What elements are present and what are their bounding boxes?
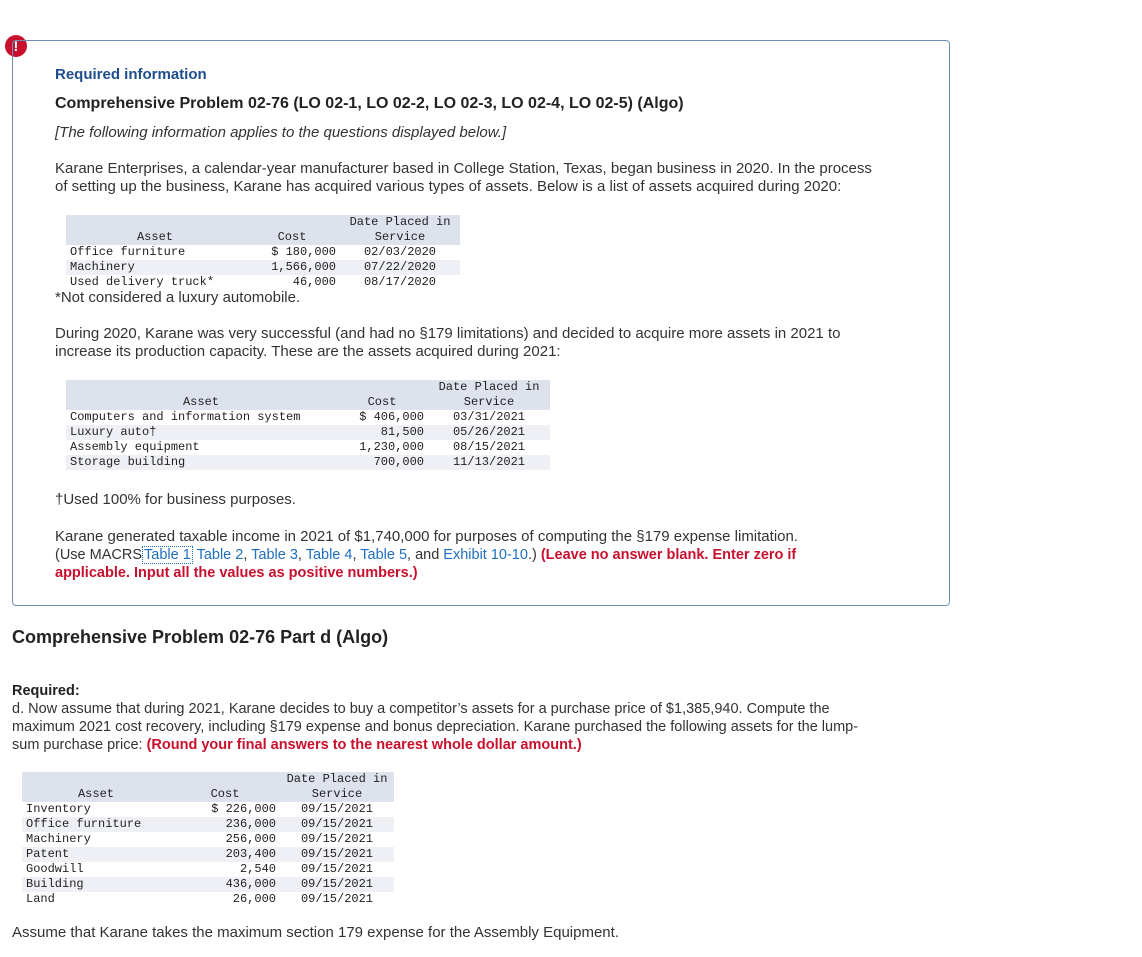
date-cell: 08/17/2020	[363, 275, 436, 289]
footnote-2020: *Not considered a luxury automobile.	[55, 289, 301, 306]
macrs-table-5-link[interactable]: Table 5	[360, 547, 408, 563]
date-cell: 11/13/2021	[428, 455, 550, 470]
date-header: Service	[280, 787, 394, 802]
macrs-instruction	[55, 546, 796, 582]
table-header-row	[66, 230, 460, 245]
cost-cell: $ 180,000	[271, 245, 336, 259]
date-cell: 09/15/2021	[280, 817, 394, 832]
table-row	[22, 892, 394, 907]
macrs-line: (Use MACRS Table 1 Table 2, Table 3, Table 4, Table 5, and Exhibit 10-10.) (Leave no answer blank. Enter zero if	[55, 547, 797, 563]
final-assumption-note: Assume that Karane takes the maximum section 179 expense for the Assembly Equipment.	[12, 924, 619, 941]
table-row	[66, 455, 550, 470]
date-header: Service	[340, 230, 460, 245]
required-label: Required:	[12, 683, 80, 699]
table-header-row	[22, 787, 394, 802]
table-row	[66, 410, 550, 425]
close-text: .)	[527, 547, 541, 563]
asset-cell: Office furniture	[70, 245, 186, 259]
macrs-table-1-link[interactable]: Table 1	[144, 547, 191, 563]
taxable-income-line: Karane generated taxable income in 2021 of $1,740,000 for purposes of computing the §179 expense limitation.	[55, 528, 799, 545]
table-row	[22, 877, 394, 892]
table-row	[66, 260, 460, 275]
date-cell: 09/15/2021	[300, 802, 373, 816]
required-information-heading: Required information	[55, 66, 207, 83]
asset-cell: Used delivery truck*	[70, 275, 215, 289]
date-header: Date Placed in	[428, 380, 550, 395]
cost-cell: 46,000	[292, 275, 336, 289]
asset-header: Asset	[66, 395, 336, 410]
table-header-row	[66, 395, 550, 410]
table-row	[66, 245, 460, 260]
cost-cell: 700,000	[336, 455, 428, 470]
asset-cell: Office furniture	[22, 817, 170, 832]
problem-title: Comprehensive Problem 02-76 (LO 02-1, LO 02-2, LO 02-3, LO 02-4, LO 02-5) (Algo)	[55, 95, 684, 112]
footnote-2021: †Used 100% for business purposes.	[55, 491, 296, 508]
asset-cell: Patent	[22, 847, 170, 862]
part-question	[12, 682, 858, 754]
asset-cell: Land	[26, 892, 55, 906]
asset-cell: Goodwill	[26, 862, 84, 876]
cost-header: Cost	[170, 787, 280, 802]
question-line-text: sum purchase price:	[12, 737, 147, 753]
part-title: Comprehensive Problem 02-76 Part d (Algo)	[12, 627, 389, 647]
question-line: d. Now assume that during 2021, Karane decides to buy a competitor’s assets for a purchase price of $1,385,940. Compute the	[12, 701, 830, 717]
assets-2020-table	[66, 215, 460, 290]
date-cell: 07/22/2020	[340, 260, 460, 275]
table-row	[66, 275, 460, 290]
instruction-bold: applicable. Input all the values as positive numbers.)	[55, 565, 418, 581]
date-header: Date Placed in	[280, 772, 394, 787]
cost-cell: 256,000	[225, 832, 276, 846]
table-row	[22, 862, 394, 877]
macrs-prefix: (Use MACRS	[55, 547, 143, 563]
paragraph-line: increase its production capacity. These are the assets acquired during 2021:	[55, 343, 561, 360]
cost-cell: 236,000	[170, 817, 280, 832]
question-line: maximum 2021 cost recovery, including §179 expense and bonus depreciation. Karane purchased the following assets for the lump-	[12, 719, 859, 735]
date-cell: 03/31/2021	[452, 410, 525, 424]
cost-cell: $ 226,000	[211, 802, 276, 816]
asset-cell: Machinery	[26, 832, 91, 846]
table-header-row	[66, 380, 550, 395]
alert-icon: !	[5, 35, 27, 57]
rounding-instruction: (Round your final answers to the nearest whole dollar amount.)	[146, 737, 582, 753]
cost-header: Cost	[336, 395, 428, 410]
date-cell: 09/15/2021	[300, 862, 373, 876]
date-cell: 09/15/2021	[280, 877, 394, 892]
paragraph-2021	[55, 325, 840, 361]
date-header: Date Placed in	[340, 215, 460, 230]
asset-cell: Assembly equipment	[70, 440, 200, 454]
table-row	[22, 802, 394, 817]
cost-cell: 81,500	[336, 425, 428, 440]
cost-cell: 203,400	[170, 847, 280, 862]
date-cell: 09/15/2021	[280, 847, 394, 862]
asset-header: Asset	[66, 230, 244, 245]
table-row	[22, 832, 394, 847]
date-cell: 02/03/2020	[363, 245, 436, 259]
cost-cell: 26,000	[232, 892, 276, 906]
cost-cell: $ 406,000	[359, 410, 424, 424]
instruction-bold: (Leave no answer blank. Enter zero if	[540, 547, 797, 563]
macrs-table-2-link[interactable]: Table 2	[196, 547, 244, 563]
cost-cell: 1,566,000	[244, 260, 340, 275]
cost-cell: 436,000	[170, 877, 280, 892]
asset-cell: Machinery	[66, 260, 244, 275]
paragraph-line: During 2020, Karane was very successful (and had no §179 limitations) and decided to acquire more assets in 2021 to	[55, 325, 841, 342]
table-row	[22, 847, 394, 862]
table-row	[66, 440, 550, 455]
asset-cell: Luxury auto†	[66, 425, 336, 440]
macrs-table-4-link[interactable]: Table 4	[305, 547, 353, 563]
exhibit-10-10-link[interactable]: Exhibit 10-10	[443, 547, 528, 563]
date-cell: 09/15/2021	[300, 832, 373, 846]
date-cell: 05/26/2021	[428, 425, 550, 440]
table-header-row	[66, 215, 460, 230]
question-line	[12, 736, 858, 754]
macrs-table-3-link[interactable]: Table 3	[251, 547, 298, 563]
asset-cell: Storage building	[66, 455, 336, 470]
date-cell: 08/15/2021	[452, 440, 525, 454]
date-header: Service	[428, 395, 550, 410]
table-row	[66, 425, 550, 440]
asset-header: Asset	[22, 787, 170, 802]
cost-cell: 1,230,000	[359, 440, 424, 454]
asset-cell: Computers and information system	[70, 410, 301, 424]
cost-header: Cost	[244, 230, 340, 245]
intro-paragraph	[55, 160, 872, 196]
asset-cell: Building	[22, 877, 170, 892]
cost-cell: 2,540	[239, 862, 276, 876]
assets-2021-table	[66, 380, 550, 470]
table-row	[22, 817, 394, 832]
date-cell: 09/15/2021	[300, 892, 373, 906]
intro-line: of setting up the business, Karane has acquired various types of assets. Below is a list of assets acquired during 2020:	[55, 178, 842, 195]
and-text: , and	[407, 547, 444, 563]
intro-line: Karane Enterprises, a calendar-year manufacturer based in College Station, Texas, began business in 2020. In the process	[55, 160, 872, 177]
table-header-row	[22, 772, 394, 787]
asset-cell: Inventory	[26, 802, 91, 816]
lump-sum-assets-table	[22, 772, 394, 907]
applies-note: [The following information applies to the questions displayed below.]	[55, 124, 507, 141]
